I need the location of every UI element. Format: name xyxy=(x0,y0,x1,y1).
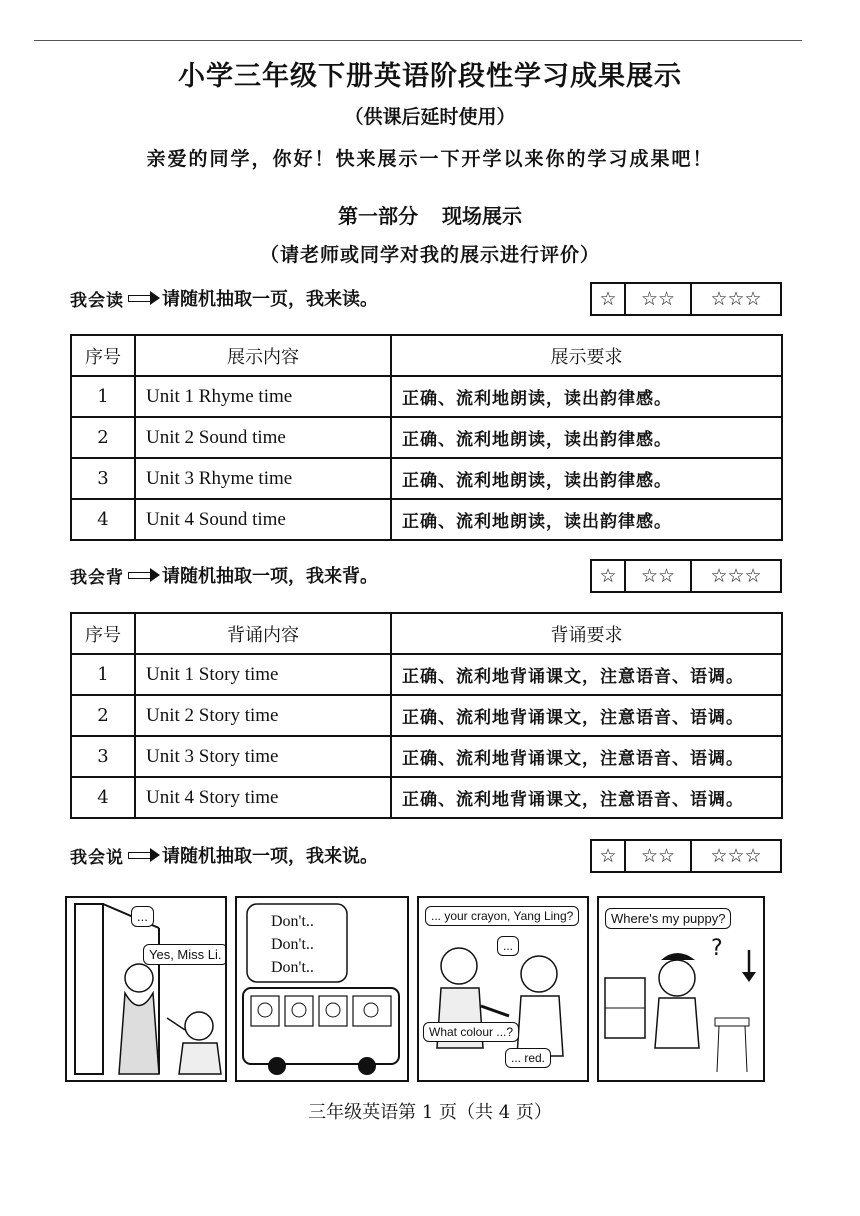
row-number: 1 xyxy=(71,376,135,417)
row-content: Unit 2 Story time xyxy=(135,695,391,736)
col-header: 序号 xyxy=(71,613,135,654)
table-row xyxy=(71,417,782,458)
speech-bubble: ... xyxy=(131,906,154,927)
rating-one-star[interactable]: ☆ xyxy=(592,561,626,591)
speaking-rating[interactable] xyxy=(590,839,782,873)
part-label: 第一部分 xyxy=(338,204,418,228)
table-row xyxy=(71,654,782,695)
arrow-right-icon xyxy=(128,568,160,582)
speech-bubble: ... your crayon, Yang Ling? xyxy=(425,906,579,926)
row-requirement: 正确、流利地背诵课文，注意语音、语调。 xyxy=(391,777,782,818)
row-requirement: 正确、流利地背诵课文，注意语音、语调。 xyxy=(391,695,782,736)
rating-two-star[interactable]: ☆☆ xyxy=(626,841,692,871)
speaking-head xyxy=(70,840,378,870)
speech-bubble: Where's my puppy? xyxy=(605,908,731,929)
col-header: 背诵内容 xyxy=(135,613,391,654)
row-number: 3 xyxy=(71,736,135,777)
reciting-head xyxy=(70,560,378,590)
bus-illustration xyxy=(237,898,407,1080)
rating-three-star[interactable]: ☆☆☆ xyxy=(710,845,762,867)
reading-head xyxy=(70,283,378,313)
row-requirement: 正确、流利地背诵课文，注意语音、语调。 xyxy=(391,736,782,777)
table-header-row xyxy=(71,613,782,654)
row-number: 3 xyxy=(71,458,135,499)
table-row xyxy=(71,695,782,736)
top-rule xyxy=(34,40,802,41)
reciting-table xyxy=(70,612,783,819)
page-footer: 三年级英语第 1 页（共 4 页） xyxy=(308,1102,552,1123)
comic-panel-2 xyxy=(235,896,409,1082)
part-note: （请老师或同学对我的展示进行评价） xyxy=(259,244,600,266)
row-content: Unit 4 Sound time xyxy=(135,499,391,540)
question-mark-icon: ? xyxy=(711,936,723,961)
comic-panels xyxy=(65,896,765,1080)
row-requirement: 正确、流利地朗读，读出韵律感。 xyxy=(391,417,782,458)
row-number: 4 xyxy=(71,499,135,540)
rating-three-star[interactable]: ☆☆☆ xyxy=(710,565,762,587)
row-content: Unit 3 Story time xyxy=(135,736,391,777)
table-header-row xyxy=(71,335,782,376)
speech-line: Don't.. xyxy=(271,936,314,953)
table-row xyxy=(71,458,782,499)
rating-two-star[interactable]: ☆☆ xyxy=(626,284,692,314)
comic-panel-1 xyxy=(65,896,227,1082)
rating-one-star[interactable]: ☆ xyxy=(592,284,626,314)
table-row xyxy=(71,499,782,540)
speech-line: Don't.. xyxy=(271,913,314,930)
row-number: 4 xyxy=(71,777,135,818)
comic-panel-3 xyxy=(417,896,589,1082)
row-requirement: 正确、流利地朗读，读出韵律感。 xyxy=(391,376,782,417)
speaking-tag: 我会说 xyxy=(70,847,124,868)
speech-bubble: What colour ...? xyxy=(423,1022,519,1042)
reciting-instruction: 请随机抽取一项，我来背。 xyxy=(162,566,378,587)
row-requirement: 正确、流利地朗读，读出韵律感。 xyxy=(391,499,782,540)
row-number: 1 xyxy=(71,654,135,695)
speech-bubble: Yes, Miss Li. xyxy=(143,944,227,965)
row-content: Unit 3 Rhyme time xyxy=(135,458,391,499)
table-row xyxy=(71,376,782,417)
col-header: 背诵要求 xyxy=(391,613,782,654)
row-number: 2 xyxy=(71,417,135,458)
speech-bubble: ... red. xyxy=(505,1048,551,1068)
reciting-tag: 我会背 xyxy=(70,567,124,588)
speech-bubble: ... xyxy=(497,936,519,956)
reading-tag: 我会读 xyxy=(70,290,124,311)
rating-three-star[interactable]: ☆☆☆ xyxy=(710,288,762,310)
page-subtitle: （供课后延时使用） xyxy=(344,106,516,128)
table-row xyxy=(71,777,782,818)
table-row xyxy=(71,736,782,777)
page-title: 小学三年级下册英语阶段性学习成果展示 xyxy=(178,61,682,92)
speech-line: Don't.. xyxy=(271,959,314,976)
reading-rating[interactable] xyxy=(590,282,782,316)
comic-panel-4 xyxy=(597,896,765,1082)
row-content: Unit 2 Sound time xyxy=(135,417,391,458)
rating-one-star[interactable]: ☆ xyxy=(592,841,626,871)
col-header: 展示要求 xyxy=(391,335,782,376)
part-heading xyxy=(0,200,860,229)
row-content: Unit 4 Story time xyxy=(135,777,391,818)
arrow-right-icon xyxy=(128,291,160,305)
greeting: 亲爱的同学，你好！快来展示一下开学以来你的学习成果吧！ xyxy=(146,148,714,170)
reading-instruction: 请随机抽取一页，我来读。 xyxy=(162,289,378,310)
row-content: Unit 1 Story time xyxy=(135,654,391,695)
reciting-rating[interactable] xyxy=(590,559,782,593)
speech-bubble xyxy=(271,910,314,979)
rating-two-star[interactable]: ☆☆ xyxy=(626,561,692,591)
reading-table xyxy=(70,334,783,541)
col-header: 展示内容 xyxy=(135,335,391,376)
row-requirement: 正确、流利地背诵课文，注意语音、语调。 xyxy=(391,654,782,695)
arrow-right-icon xyxy=(128,848,160,862)
row-requirement: 正确、流利地朗读，读出韵律感。 xyxy=(391,458,782,499)
speaking-instruction: 请随机抽取一项，我来说。 xyxy=(162,846,378,867)
row-content: Unit 1 Rhyme time xyxy=(135,376,391,417)
col-header: 序号 xyxy=(71,335,135,376)
part-name: 现场展示 xyxy=(442,204,522,228)
row-number: 2 xyxy=(71,695,135,736)
